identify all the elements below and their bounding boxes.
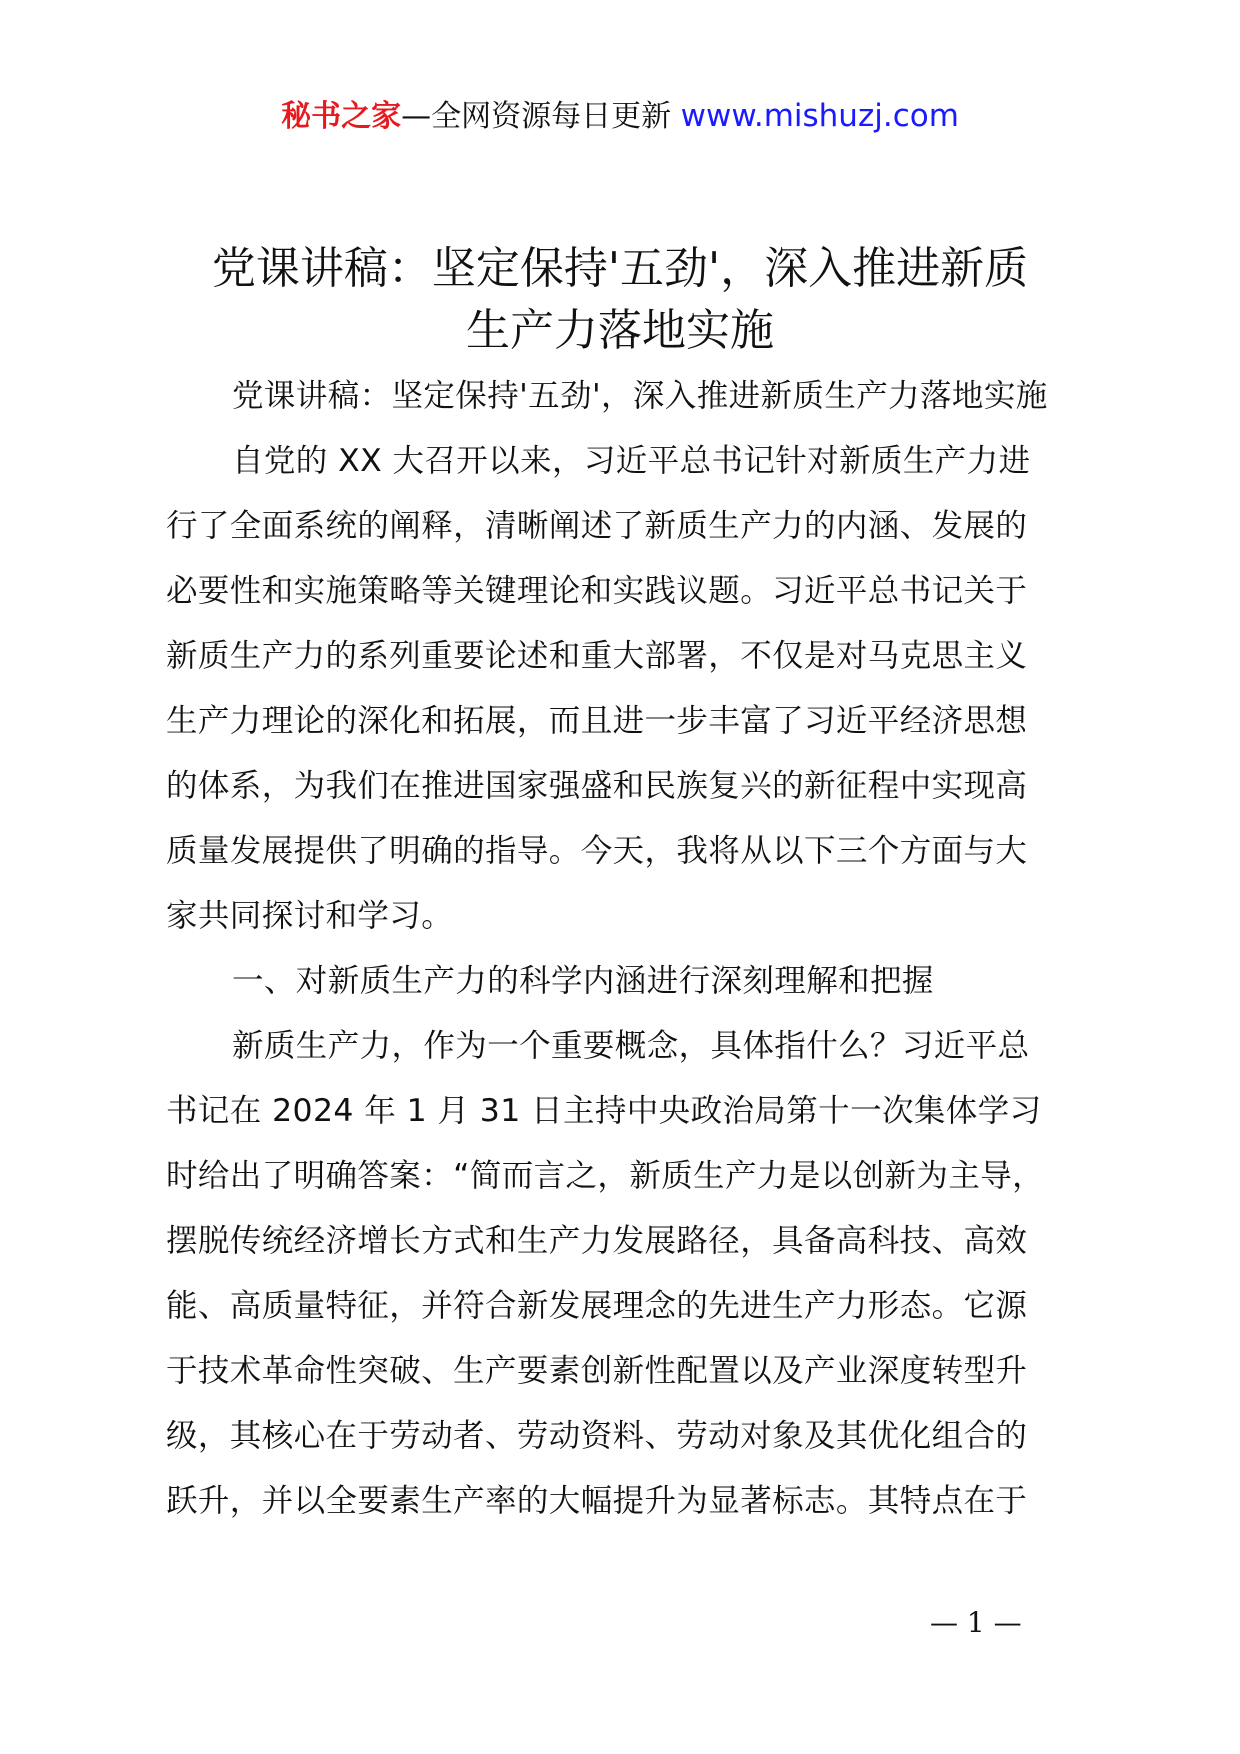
paragraph-line: 生产力理论的深化和拓展，而且进一步丰富了习近平经济思想 <box>166 703 1028 739</box>
paragraph-line: 新质生产力，作为一个重要概念，具体指什么？习近平总 <box>232 1028 1030 1064</box>
site-url-link[interactable]: www.mishuzj.com <box>680 98 959 134</box>
paragraph-line: 自党的 XX 大召开以来，习近平总书记针对新质生产力进 <box>232 443 1031 479</box>
section-heading: 一、对新质生产力的科学内涵进行深刻理解和把握 <box>232 963 934 999</box>
paragraph-line: 能、高质量特征，并符合新发展理念的先进生产力形态。它源 <box>166 1288 1028 1324</box>
brand-name: 秘书之家 <box>281 99 402 134</box>
subtitle-line: 党课讲稿：坚定保持'五劲'，深入推进新质生产力落地实施 <box>232 378 1048 414</box>
paragraph-line: 级，其核心在于劳动者、劳动资料、劳动对象及其优化组合的 <box>166 1418 1028 1454</box>
paragraph-line: 跃升，并以全要素生产率的大幅提升为显著标志。其特点在于 <box>166 1483 1028 1519</box>
paragraph-line: 于技术革命性突破、生产要素创新性配置以及产业深度转型升 <box>166 1353 1028 1389</box>
paragraph-line: 行了全面系统的阐释，清晰阐述了新质生产力的内涵、发展的 <box>166 508 1028 544</box>
paragraph-line: 必要性和实施策略等关键理论和实践议题。习近平总书记关于 <box>166 573 1028 609</box>
page-number: — 1 — <box>930 1606 1022 1639</box>
document-body <box>166 364 1086 1534</box>
paragraph-line: 的体系，为我们在推进国家强盛和民族复兴的新征程中实现高 <box>166 768 1028 804</box>
paragraph-line: 质量发展提供了明确的指导。今天，我将从以下三个方面与大 <box>166 833 1028 869</box>
paragraph-line: 书记在 2024 年 1 月 31 日主持中央政治局第十一次集体学习 <box>166 1093 1042 1129</box>
header-slogan: —全网资源每日更新 <box>401 99 672 134</box>
title-line-2: 生产力落地实施 <box>466 305 774 356</box>
title-line-1: 党课讲稿：坚定保持'五劲'，深入推进新质 <box>211 243 1029 294</box>
document-title <box>120 238 1120 362</box>
paragraph-line: 新质生产力的系列重要论述和重大部署，不仅是对马克思主义 <box>166 638 1028 674</box>
paragraph-line: 时给出了明确答案：“简而言之，新质生产力是以创新为主导， <box>166 1158 1045 1194</box>
paragraph-line: 家共同探讨和学习。 <box>166 898 454 934</box>
site-header <box>0 96 1240 137</box>
paragraph-line: 摆脱传统经济增长方式和生产力发展路径，具备高科技、高效 <box>166 1223 1028 1259</box>
